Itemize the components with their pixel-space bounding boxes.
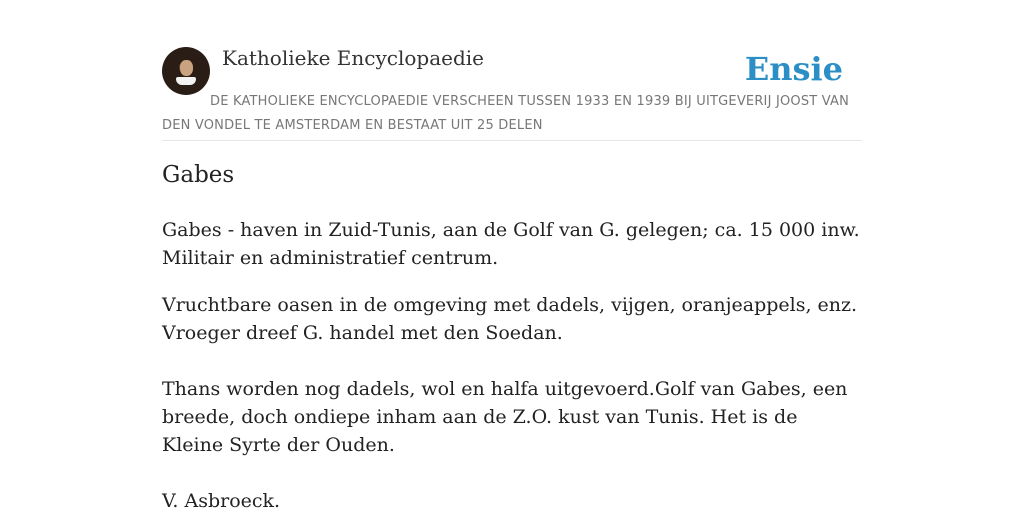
article — [162, 162, 862, 512]
article-title: Gabes — [162, 162, 235, 188]
portrait-face — [180, 60, 193, 76]
site-description: DE KATHOLIEKE ENCYCLOPAEDIE VERSCHEEN TUSSEN 1933 EN 1939 BIJ UITGEVERIJ JOOST VAN DEN VONDEL TE AMSTERDAM EN BESTAAT UIT 25 DELEN — [162, 94, 850, 133]
article-paragraph: Vruchtbare oasen in de omgeving met dadels, vijgen, oranjeappels, enz. Vroeger dreef G. handel met den Soedan. — [162, 294, 858, 344]
article-author: V. Asbroeck. — [162, 490, 281, 512]
article-paragraph: Gabes - haven in Zuid-Tunis, aan de Golf van G. gelegen; ca. 15 000 inw. Militair en administratief centrum. — [162, 219, 860, 269]
site-header — [162, 40, 862, 141]
site-title[interactable]: Katholieke Encyclopaedie — [222, 46, 484, 70]
article-paragraph: Thans worden nog dadels, wol en halfa uitgevoerd.Golf van Gabes, een breede, doch ondiepe inham aan de Z.O. kust van Tunis. Het is de Kleine Syrte der Ouden. — [162, 378, 848, 456]
portrait-collar — [176, 77, 196, 85]
brand-logo[interactable]: Ensie — [744, 50, 843, 88]
avatar[interactable] — [162, 47, 210, 95]
